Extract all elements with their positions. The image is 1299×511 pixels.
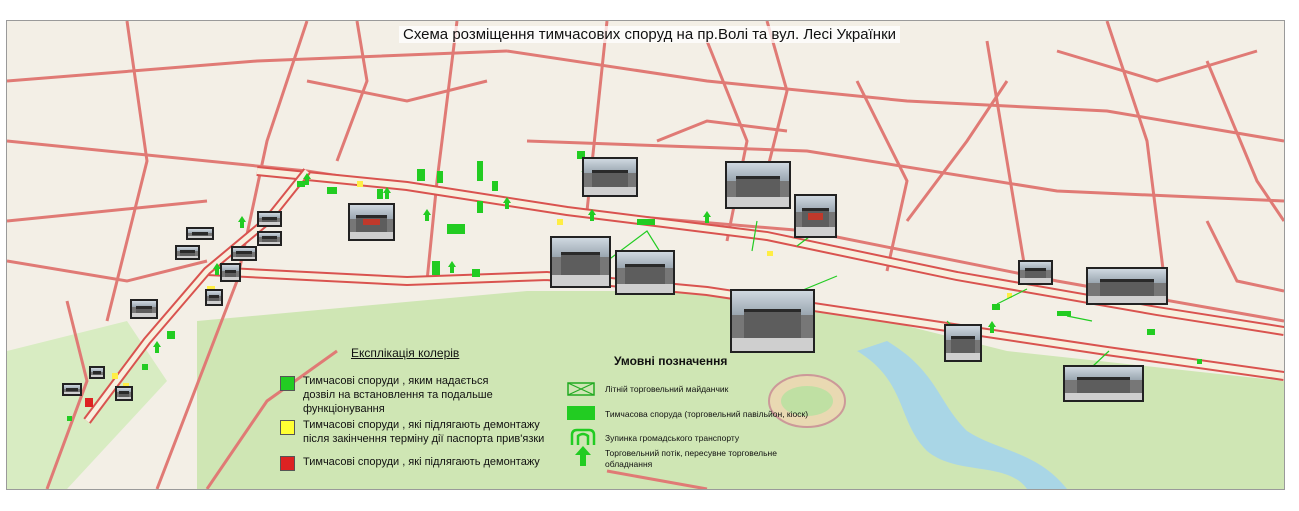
photo-thumbnail[interactable] bbox=[130, 299, 158, 319]
legend-item-red: Тимчасові споруди , які підлягають демонтажу bbox=[303, 456, 540, 468]
bus-stop-icon bbox=[570, 428, 596, 446]
legend-symbols-heading: Умовні позначення bbox=[614, 354, 728, 368]
photo-thumbnail[interactable] bbox=[348, 203, 395, 241]
photo-thumbnail[interactable] bbox=[62, 383, 82, 396]
legend-symbol-pavilion: Тимчасова споруда (торговельний павільйон, кіоск) bbox=[605, 409, 809, 419]
legend-item-green: Тимчасові споруди , яким надається дозвіл на встановлення та подальше функціонування bbox=[303, 375, 493, 415]
photo-thumbnail[interactable] bbox=[89, 366, 105, 379]
legend-swatch-green bbox=[280, 376, 295, 391]
photo-thumbnail[interactable] bbox=[257, 231, 282, 246]
trade-flow-arrow-icon bbox=[575, 446, 591, 466]
photo-thumbnail[interactable] bbox=[944, 324, 982, 362]
photo-thumbnail[interactable] bbox=[220, 263, 241, 282]
photo-thumbnail[interactable] bbox=[115, 386, 133, 401]
legend-symbol-trade-flow: Торговельний потік, пересувне торговельне обладнання bbox=[605, 448, 777, 469]
legend-colors-heading: Експлікація колерів bbox=[351, 346, 460, 360]
photo-thumbnail[interactable] bbox=[231, 246, 257, 261]
photo-thumbnail[interactable] bbox=[1086, 267, 1168, 305]
legend-symbol-summer: Літній торговельний майданчик bbox=[605, 384, 729, 394]
photo-thumbnail[interactable] bbox=[1018, 260, 1053, 285]
summer-terrace-icon bbox=[567, 382, 595, 396]
legend-swatch-yellow bbox=[280, 420, 295, 435]
map-frame[interactable] bbox=[6, 20, 1285, 490]
legend-symbol-bus-stop: Зупинка громадського транспорту bbox=[605, 433, 740, 443]
legend-swatch-red bbox=[280, 456, 295, 471]
photo-thumbnail[interactable] bbox=[725, 161, 791, 209]
photo-thumbnail[interactable] bbox=[175, 245, 200, 260]
pavilion-icon bbox=[567, 406, 595, 420]
photo-thumbnail[interactable] bbox=[186, 227, 214, 240]
photo-thumbnail[interactable] bbox=[794, 194, 837, 238]
photo-thumbnail[interactable] bbox=[1063, 365, 1144, 402]
photo-thumbnail[interactable] bbox=[257, 211, 282, 227]
photo-thumbnail[interactable] bbox=[615, 250, 675, 295]
structures-red bbox=[85, 398, 93, 407]
photo-thumbnail[interactable] bbox=[550, 236, 611, 288]
legend-item-yellow: Тимчасові споруди , які підлягають демонтажу після закінчення терміну дії паспорта прив'язки bbox=[303, 419, 545, 445]
photo-thumbnail[interactable] bbox=[730, 289, 815, 353]
map-title: Схема розміщення тимчасових споруд на пр.Волі та вул. Лесі Українки bbox=[0, 26, 1299, 43]
photo-thumbnail[interactable] bbox=[582, 157, 638, 197]
photo-thumbnail[interactable] bbox=[205, 289, 223, 306]
